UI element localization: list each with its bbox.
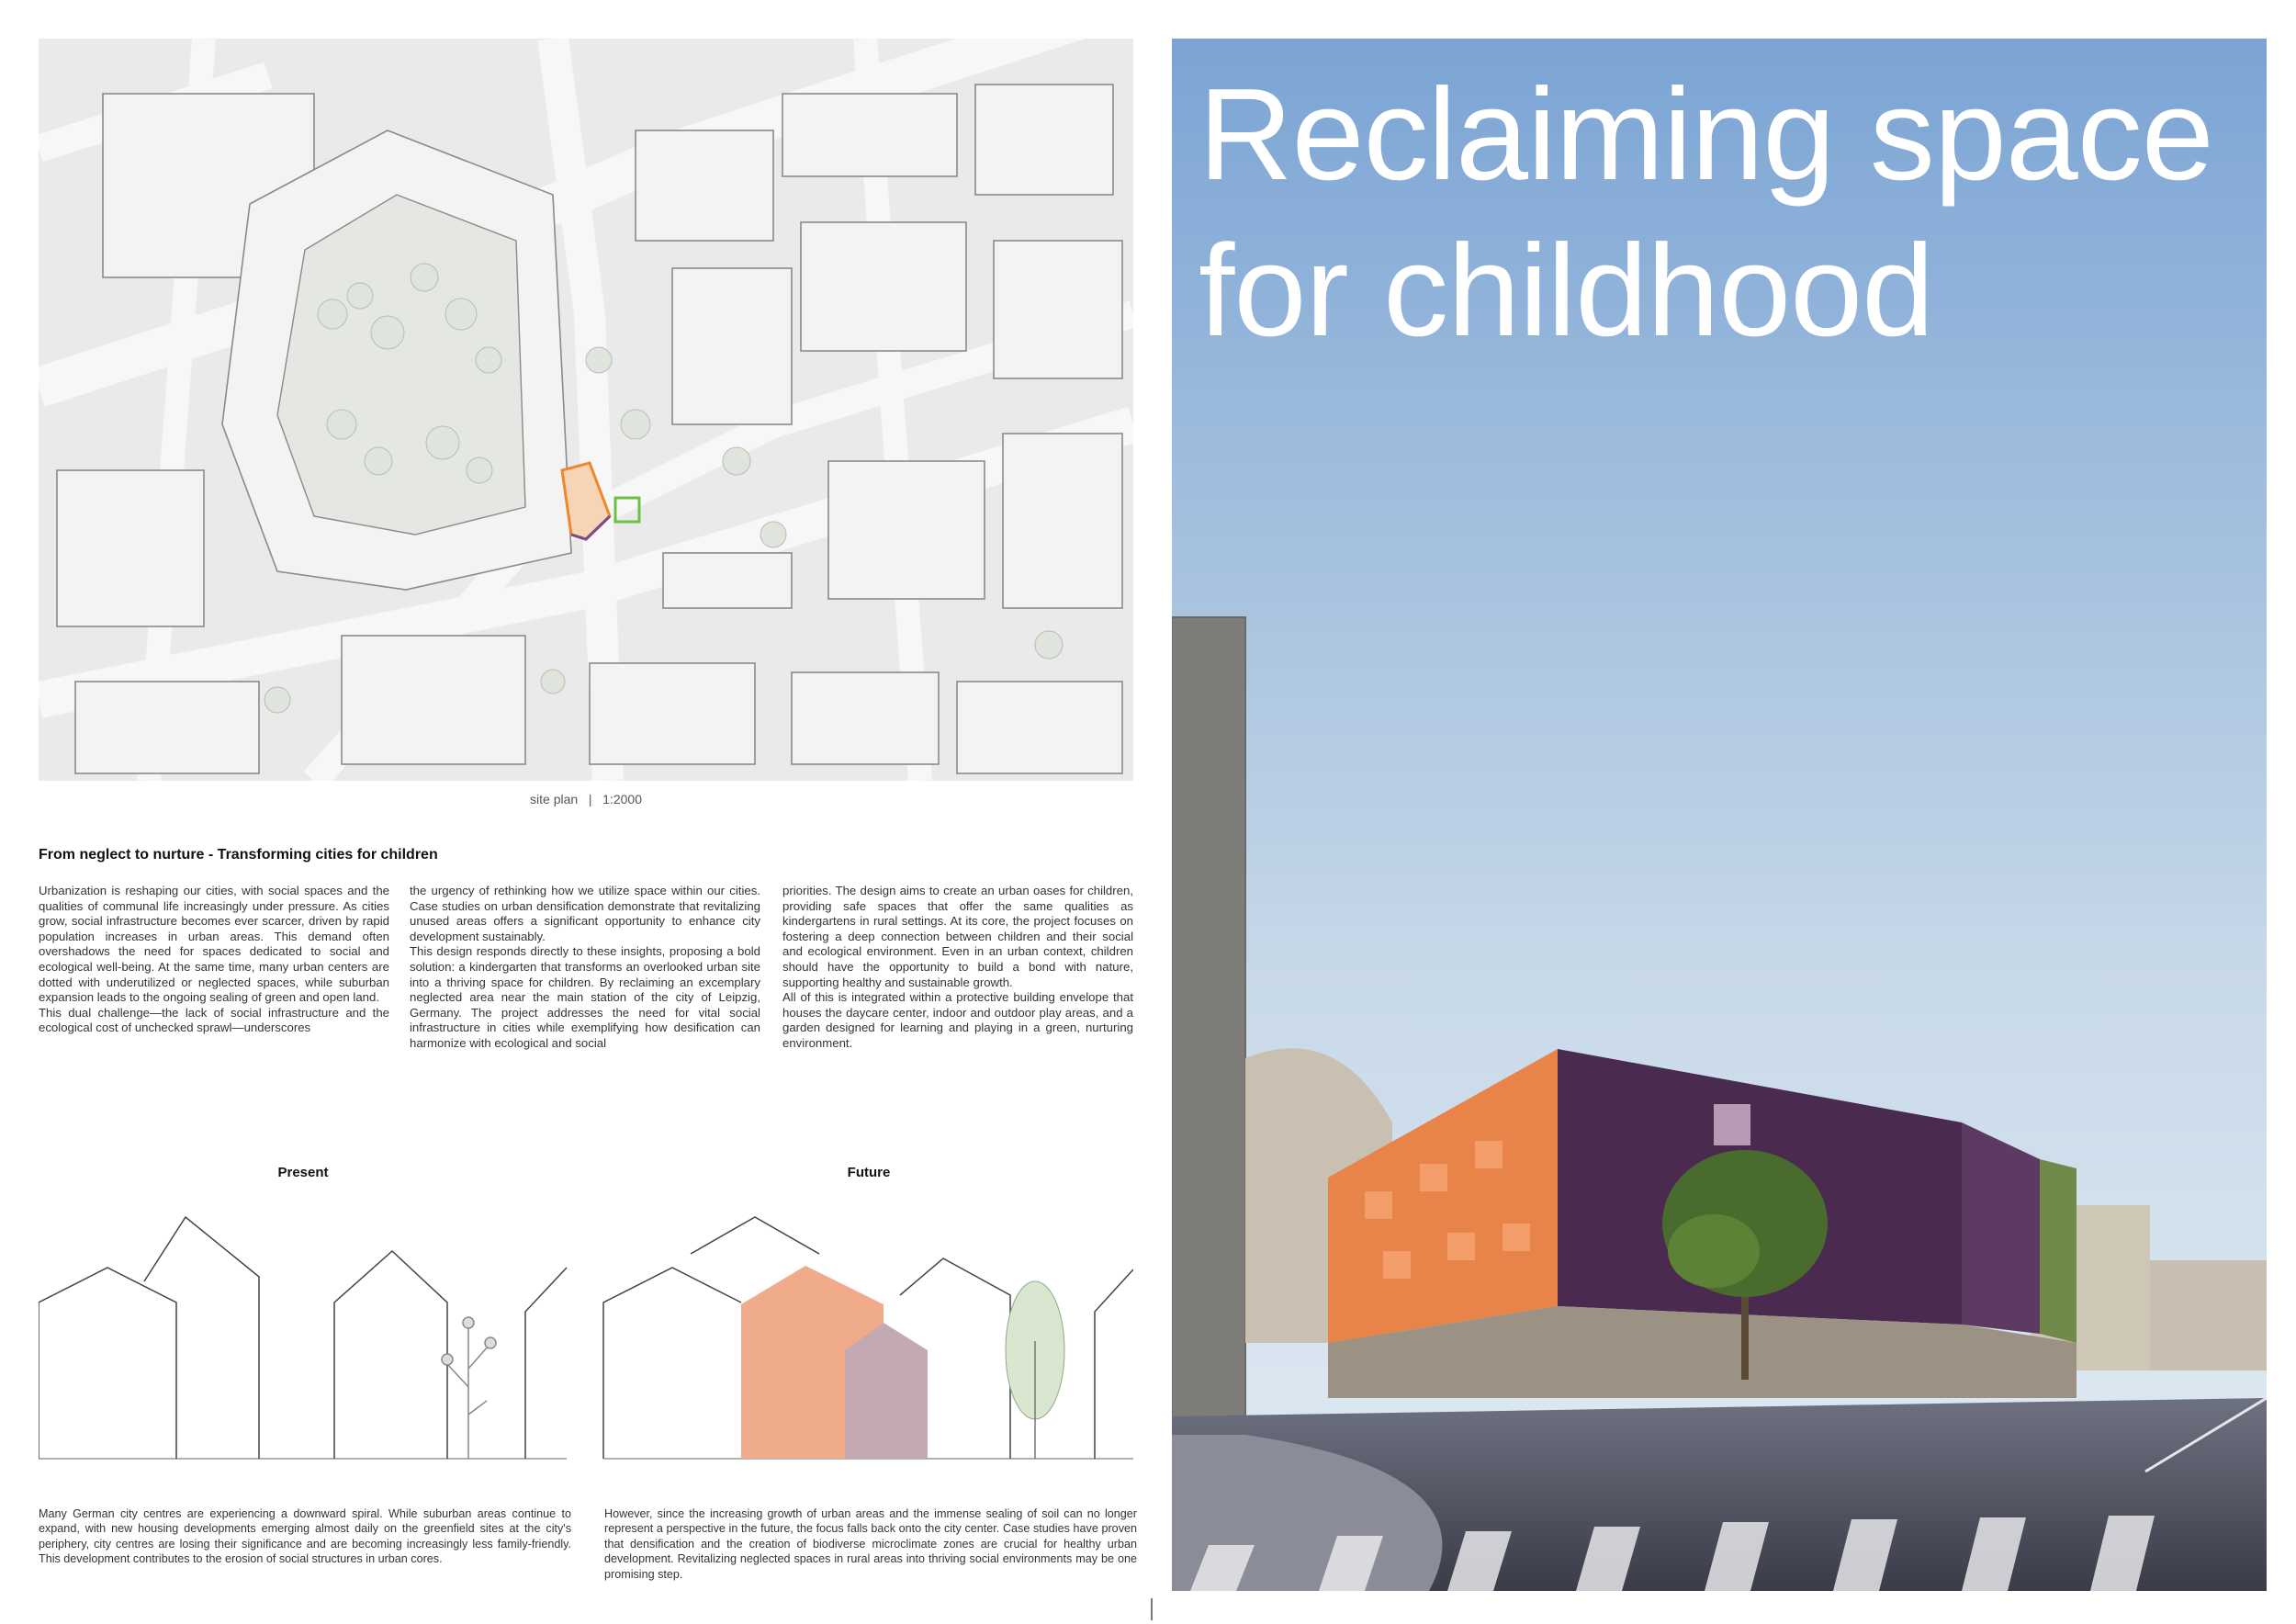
caption-scale: 1:2000 (602, 792, 642, 806)
site-plan-drawing (39, 39, 1133, 781)
render-title: Reclaiming space for childhood (1199, 62, 2213, 364)
future-title: Future (847, 1165, 891, 1180)
caption-separator: | (588, 792, 592, 806)
present-future-illustration (39, 1203, 1133, 1479)
section-heading: From neglect to nurture - Transforming cities for children (39, 847, 438, 863)
page-divider (1151, 1598, 1153, 1620)
intro-paragraph-3: priorities. The design aims to create an urban oases for children, providing safe spaces that offer the same qualities as kindergartens in rural settings. At its core, the project focuses on fostering a deep connection between children and their social and ecological environment. Even in an urban context, children should have the opportunity to build a bond with nature, supporting healthy and sustainable growth. All of this is integrated within a protective building envelope that houses the daycare center, indoor and outdoor play areas, and a garden designed for learning and playing in a green, nurturing environment. (782, 884, 1133, 1050)
intro-column-2 (410, 884, 760, 1052)
site-plan-map (39, 39, 1133, 781)
intro-paragraph-2: the urgency of rethinking how we utilize space within our cities. Case studies on urban densification demonstrate that revitalizing unused areas offers a significant opportunity to enhance city development sustainably. This design responds directly to these insights, proposing a bold solution: a kindergarten that transforms an overlooked urban site into a thriving space for children. By reclaiming an excemplary neglected area near the main station of the city of Leipzig, Germany. The project addresses the need for vital social infrastructure in cities while exemplifying how desification can harmonize with ecological and social (410, 884, 760, 1050)
caption-label: site plan (530, 792, 579, 806)
future-description: However, since the increasing growth of urban areas and the immense sealing of soil can no longer represent a perspective in the future, the focus falls back onto the city center. Case studies have proven that densification and the creation of biodiverse microclimate zones are crucial for healthy urban development. Revitalizing neglected spaces in rural areas into thriving social environments may be one promising step. (604, 1507, 1137, 1581)
intro-paragraph-1: Urbanization is reshaping our cities, with social spaces and the qualities of communal life increasingly under pressure. As cities grow, social infrastructure becomes ever scarcer, driven by rapid population increases in urban areas. This demand often overshadows the need for spaces dedicated to social and ecological well-being. At the same time, many urban centers are dotted with underutilized or neglected spaces, while suburban expansion leads to the ongoing sealing of green and open land. This dual challenge—the lack of social infrastructure and the ecological cost of unchecked sprawl—underscores (39, 884, 389, 1035)
intro-column-1 (39, 884, 389, 1036)
future-tree-icon (1006, 1281, 1064, 1459)
site-plan-caption (39, 792, 1133, 806)
present-title: Present (277, 1165, 329, 1180)
left-building (1172, 617, 1245, 1444)
intro-column-3 (782, 884, 1133, 1052)
future-house-small (845, 1323, 928, 1459)
present-description: Many German city centres are experiencing a downward spiral. While suburban areas continue to expand, with new housing developments emerging almost daily on the greenfield sites at the city's periphery, city centres are losing their significance and are becoming increasingly less family-friendly. This development contributes to the erosion of social structures in urban cores. (39, 1507, 571, 1566)
house-silhouettes (39, 1203, 1133, 1479)
green-facade (2040, 1159, 2077, 1343)
present-tree-icon (442, 1317, 496, 1459)
